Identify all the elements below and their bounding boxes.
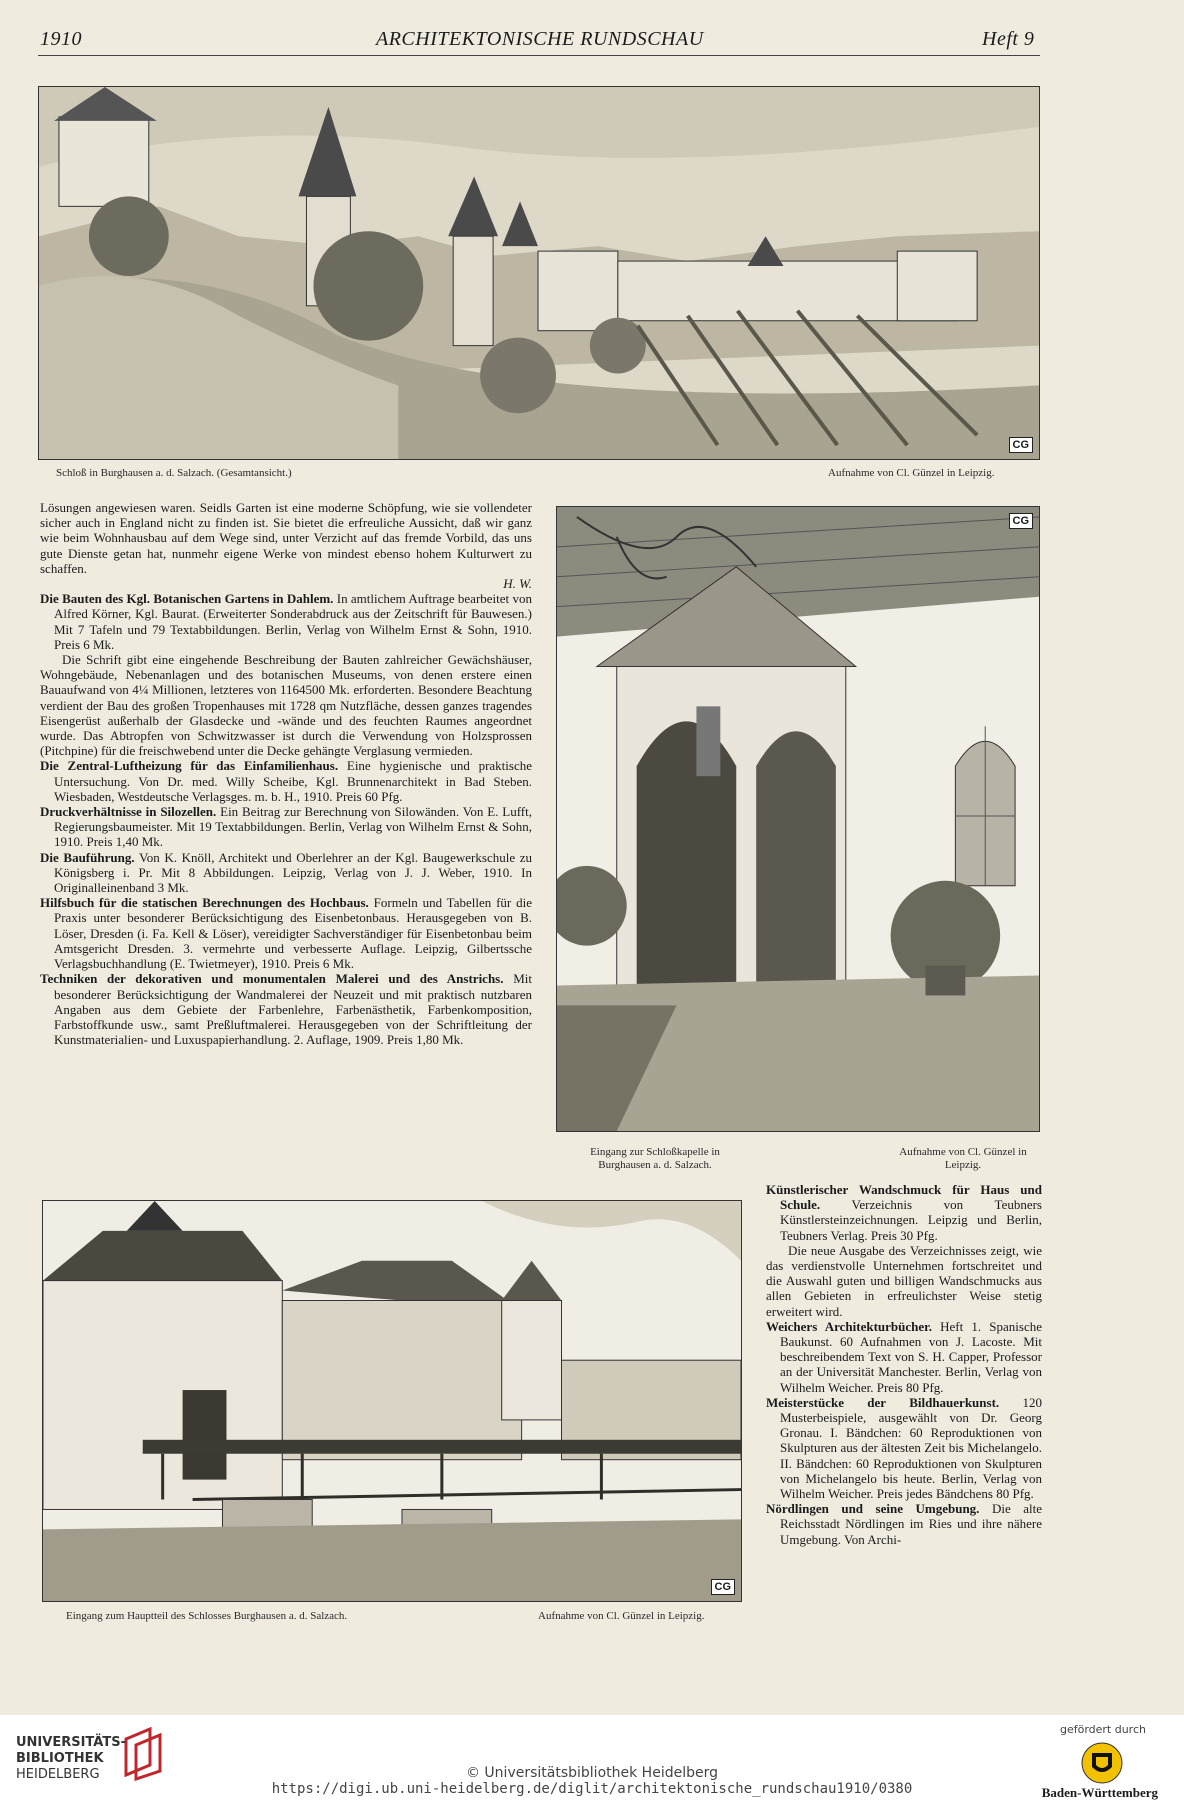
- figure-chapel-entrance: [556, 506, 1040, 1132]
- book-entry: [40, 850, 532, 896]
- book-entry: [40, 758, 532, 804]
- entry-text: Heft 1. Spanische Baukunst. 60 Aufnahmen von J. Lacoste. Mit beschreibendem Text von S. H. Capper, Professor an der Universität Manchester. Berlin, Verlag von Wilhelm Weicher. Preis 80 Pfg.: [780, 1318, 1043, 1395]
- castle-entrance-illustration: [43, 1201, 741, 1601]
- entry-text: In amtlichem Auftrage bearbeitet von Alfred Körner, Kgl. Baurat. (Erweiterter Sonderabdruck aus der Zeitschrift für Bauwesen.) Mit 7 Tafeln und 79 Textabbildungen. Berlin, Verlag von Wilhelm Ernst & Sohn, 1910. Preis 6 Mk.: [54, 591, 532, 652]
- book-entry: [766, 1182, 1042, 1243]
- copyright-notice: © Universitätsbibliothek Heidelberg: [465, 1765, 718, 1781]
- figure-top-caption-left: Schloß in Burghausen a. d. Salzach. (Gesamtansicht.): [56, 467, 292, 479]
- author-signature: H. W.: [503, 576, 532, 592]
- entry-title: Weichers Architekturbücher.: [766, 1318, 932, 1334]
- entry-title: Die Bauten des Kgl. Botanischen Gartens in Dahlem.: [40, 591, 334, 607]
- header-title: ARCHITEKTONISCHE RUNDSCHAU: [376, 28, 704, 50]
- book-entry: [766, 1395, 1042, 1501]
- book-entry: [40, 895, 532, 971]
- entry-title: Hilfsbuch für die statischen Berechnungen des Hochbaus.: [40, 895, 369, 911]
- castle-panorama-illustration: [39, 87, 1039, 459]
- photographer-monogram: CG: [711, 1579, 736, 1595]
- entry-text: Von K. Knöll, Architekt und Oberlehrer an der Kgl. Baugewerkschule zu Königsberg i. Pr. Mit 8 Abbildungen. Leipzig, Verlag von J. J. Weber, 1910. In Originalleinenband 3 Mk.: [54, 849, 532, 896]
- right-text-column: [766, 1182, 1042, 1547]
- book-entry: [766, 1501, 1042, 1547]
- figure-castle-panorama: [38, 86, 1040, 460]
- entry-title: Druckverhältnisse in Silozellen.: [40, 804, 217, 820]
- entry-title: Nördlingen und seine Umgebung.: [766, 1501, 980, 1517]
- library-name: UNIVERSITÄTS- BIBLIOTHEK HEIDELBERG: [16, 1735, 126, 1782]
- book-entry: [40, 591, 532, 652]
- photographer-monogram: CG: [1009, 513, 1034, 529]
- entry-paragraph: Die neue Ausgabe des Verzeichnisses zeigt, wie das verdienstvolle Unternehmen fortschreitet und die Auswahl guten und billigen Wandschmucks aus allen Gebieten in erfreulichster Weise stetig erweitert wird.: [766, 1242, 1042, 1319]
- intro-paragraph: Lösungen angewiesen waren. Seidls Garten ist eine moderne Schöpfung, wie sie vollendeter sicher auch in England nicht zu finden ist. Sie bietet die erfreuliche Aussicht, daß wir ganz wie beim Wohnhausbau auf dem Wege sind, unter Verzicht auf das fremde Vorbild, das uns gute Dienste getan hat, nunmehr eigene Werke von mindest ebenso hohem Kulturwert zu schaffen.: [40, 500, 532, 576]
- entry-text: Verzeichnis von Teubners Künstlersteinzeichnungen. Leipzig und Berlin, Teubners Verlag. Preis 30 Pfg.: [780, 1197, 1042, 1243]
- entry-text: Eine hygienische und praktische Untersuchung. Von Dr. med. Willy Scheibe, Kgl. Brunnenarchitekt in Bad Steben. Wiesbaden, Westdeutsche Verlagsges. m. b. H., 1910. Preis 60 Pfg.: [54, 758, 533, 804]
- header-issue: Heft 9: [982, 28, 1035, 50]
- entry-title: Die Bauführung.: [40, 849, 135, 865]
- entry-text: Ein Beitrag zur Berechnung von Silowänden. Von E. Lufft, Regierungsbaumeister. Mit 19 Textabbildungen. Berlin, Verlag von Wilhelm Ernst & Sohn, 1910. Preis 1,40 Mk.: [54, 804, 532, 850]
- figure-chapel-caption-right: Aufnahme von Cl. Günzel in Leipzig.: [899, 1146, 1027, 1171]
- state-name: Baden-Württemberg: [1041, 1785, 1158, 1800]
- entry-text: Mit besonderer Berücksichtigung der Wandmalerei der Neuzeit und mit praktisch nutzbaren Angaben aus dem Gebiete der Farbenlehre, Farbenästhetik, Farbenkomposition, Farbstoffkunde usw., samt Preßluftmalerei. Herausgegeben von der Schriftleitung der Kunstmaterialien- und Luxuspapierhandlung. 2. Auflage, 1909. Preis 1,80 Mk.: [54, 971, 533, 1048]
- entry-paragraph: Die Schrift gibt eine eingehende Beschreibung der Bauten zahlreicher Gewächshäuser, Wohngebäude, Nebenanlagen und des botanischen Museums, von denen erstere einen Bauaufwand von 4¼ Millionen, letzteres von 1164500 Mk. erforderten. Besondere Beachtung verdient der Bau des großen Tropenhauses mit 1728 qm Nutzfläche, dessen ganzes tragendes Eisengerüst außerhalb der Glasdecke und -wände und des feuchten Raumes angeordnet wurde. Das Abtropfen von Schwitzwasser ist durch die Verwendung von Holzsprossen (Pitchpine) für die freischwebend unter die Decke gehängte Verglasung vermieden.: [40, 652, 532, 759]
- figure-bottom-caption-right: Aufnahme von Cl. Günzel in Leipzig.: [538, 1610, 705, 1622]
- funded-by-label: gefördert durch: [1059, 1723, 1146, 1736]
- book-entry: [766, 1319, 1042, 1395]
- viewer-footer: [0, 1715, 1184, 1799]
- entry-title: Die Zentral-Luftheizung für das Einfamilienhaus.: [40, 758, 339, 774]
- header-rule: [38, 55, 1040, 56]
- left-text-column: [40, 500, 532, 1047]
- permalink-url[interactable]: https://digi.ub.uni-heidelberg.de/diglit/architektonische_rundschau1910/0380: [271, 1781, 913, 1797]
- photographer-monogram: CG: [1009, 437, 1034, 453]
- entry-title: Techniken der dekorativen und monumentalen Malerei und des Anstrichs.: [40, 971, 504, 987]
- entry-title: Meisterstücke der Bildhauerkunst.: [766, 1394, 1000, 1410]
- figure-castle-main-entrance: [42, 1200, 742, 1602]
- figure-bottom-caption-left: Eingang zum Hauptteil des Schlosses Burghausen a. d. Salzach.: [66, 1610, 348, 1622]
- header-year: 1910: [40, 28, 82, 50]
- book-entry: [40, 971, 532, 1047]
- book-entry: [40, 804, 532, 850]
- chapel-entrance-illustration: [557, 507, 1039, 1131]
- figure-chapel-caption-left: Eingang zur Schloßkapelle in Burghausen a. d. Salzach.: [590, 1146, 720, 1171]
- state-coat-of-arms-icon: [1080, 1741, 1124, 1785]
- entry-text: 120 Musterbeispiele, ausgewählt von Dr. Georg Gronau. I. Bändchen: 60 Reproduktionen von Skulpturen aus der ältesten Zeit bis Michelangelo. II. Bändchen: 60 Reproduktionen von Skulpturen von Michelangelo bis heute. Berlin, Verlag von Wilhelm Weicher. Preis jedes Bändchens 80 Pfg.: [780, 1394, 1042, 1502]
- figure-top-caption-right: Aufnahme von Cl. Günzel in Leipzig.: [828, 467, 995, 479]
- entry-text: Formeln und Tabellen für die Praxis unter besonderer Berücksichtigung des Eisenbetonbaus. Herausgegeben von B. Löser, Dresden (i. Fa. Kell & Löser), vereidigter Sachverständiger für Eisenbetonbau beim Amtsgericht Dresden. 3. vermehrte und verbesserte Auflage. Leipzig, Gilbertssche Verlagsbuchhandlung (E. Twietmeyer), 1910. Preis 6 Mk.: [54, 895, 533, 972]
- entry-title: Künstlerischer Wandschmuck für Haus und Schule.: [766, 1182, 1042, 1213]
- entry-text: Die alte Reichsstadt Nördlingen im Ries und ihre nähere Umgebung. Von Archi-: [780, 1501, 1042, 1547]
